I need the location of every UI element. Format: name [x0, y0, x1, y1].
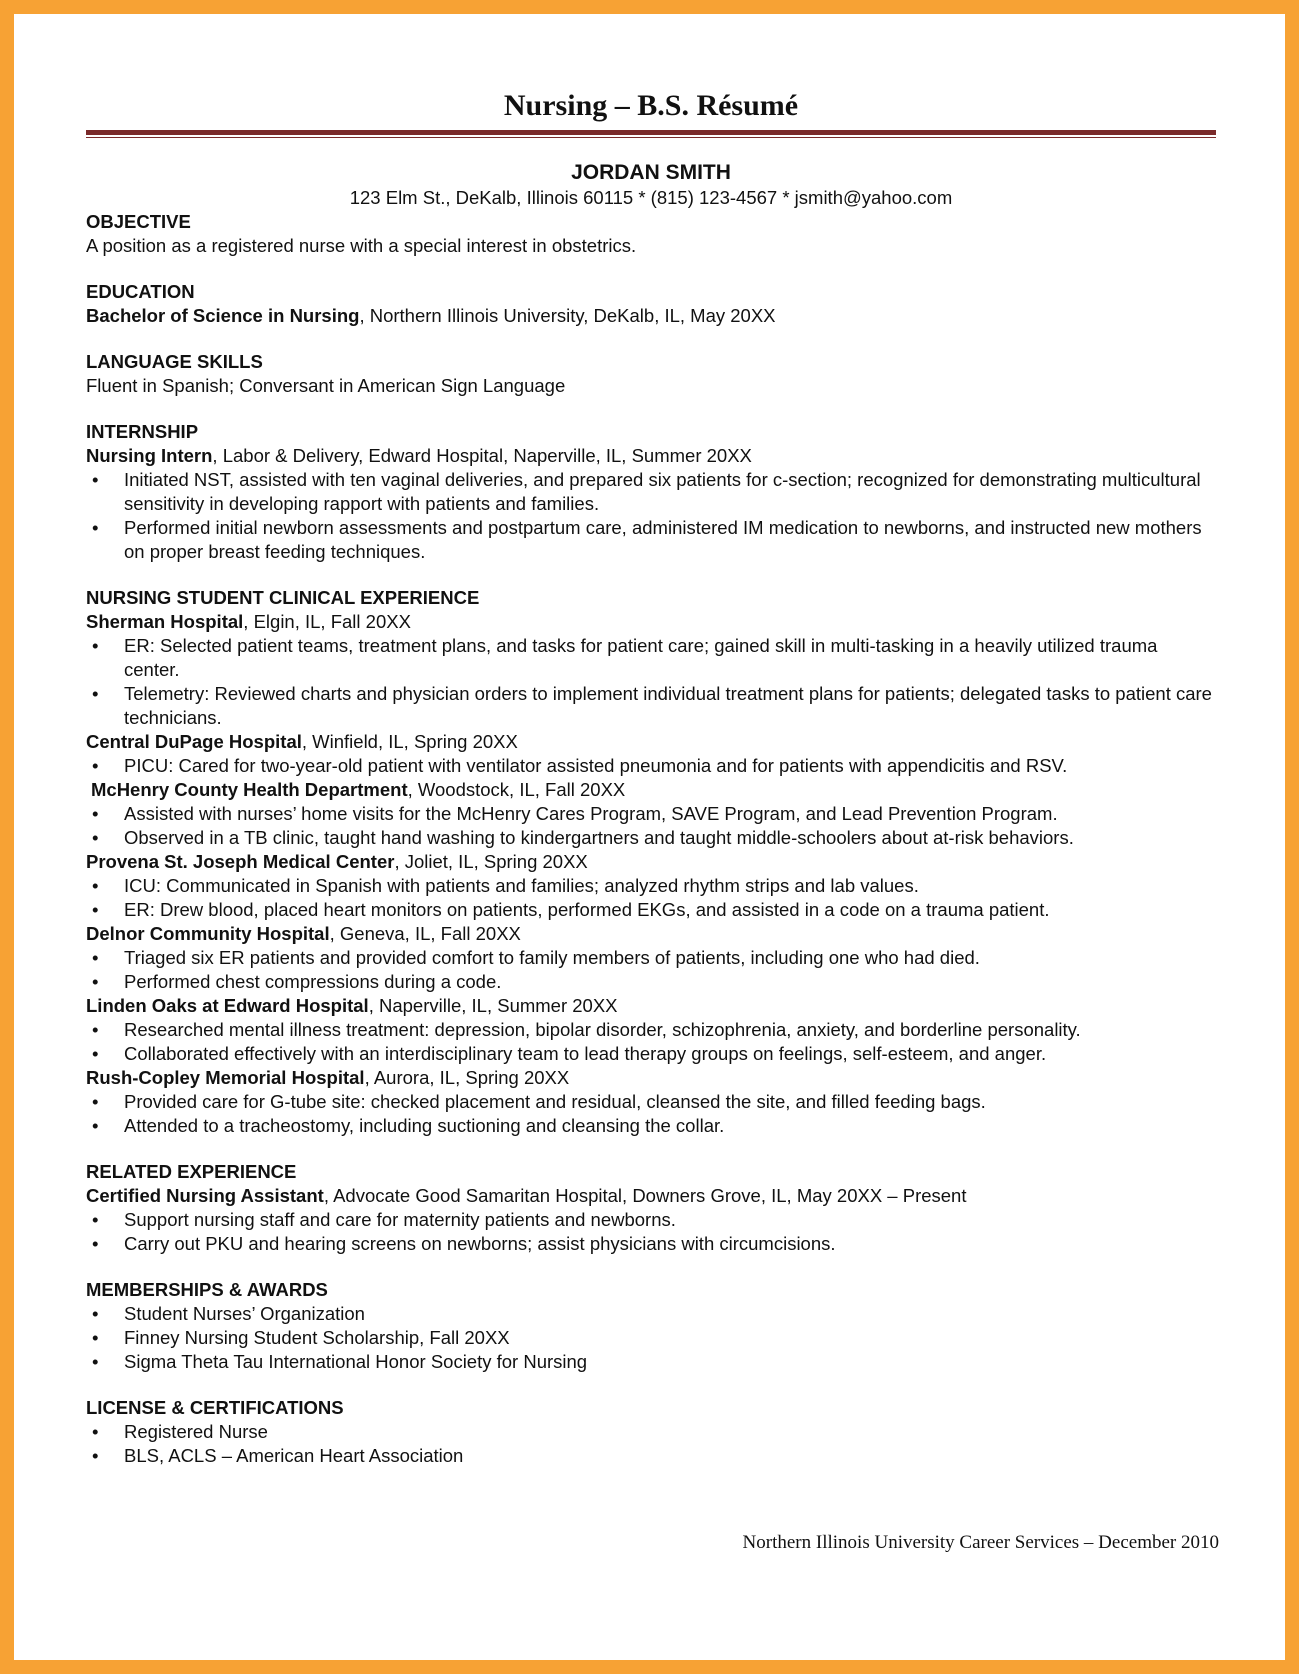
list-item: • Performed chest compressions during a code. [92, 971, 502, 992]
clinical-entry-header: Linden Oaks at Edward Hospital, Naperville, IL, Summer 20XX [86, 995, 618, 1016]
list-item: • Triaged six ER patients and provided comfort to family members of patients, including one who had died. [92, 947, 980, 968]
memberships-bullets [86, 1302, 1216, 1374]
list-item: • BLS, ACLS – American Heart Association [92, 1445, 464, 1466]
resume-page [86, 86, 1216, 1468]
education-entry [86, 304, 1216, 328]
internship-section [86, 420, 1216, 564]
related-heading: RELATED EXPERIENCE [86, 1161, 297, 1182]
degree-name: Bachelor of Science in Nursing [86, 305, 360, 326]
license-section [86, 1396, 1216, 1468]
list-item: • Provided care for G-tube site: checked placement and residual, cleansed the site, and filled feeding bags. [92, 1091, 986, 1112]
license-heading: LICENSE & CERTIFICATIONS [86, 1397, 344, 1418]
clinical-bullets [86, 874, 1216, 922]
education-details: , Northern Illinois University, DeKalb, IL, May 20XX [359, 305, 776, 326]
list-item: • ER: Drew blood, placed heart monitors on patients, performed EKGs, and assisted in a code on a trauma patient. [92, 899, 1050, 920]
education-heading: EDUCATION [86, 281, 195, 302]
title-rule-thin [86, 137, 1216, 138]
memberships-heading: MEMBERSHIPS & AWARDS [86, 1279, 328, 1300]
list-item: • Initiated NST, assisted with ten vaginal deliveries, and prepared six patients for c-section; recognized for demonstrating multicultural sensitivity in developing rapport with patients and families. [92, 469, 1201, 514]
contact-line: 123 Elm St., DeKalb, Illinois 60115 * (815) 123-4567 * jsmith@yahoo.com [349, 187, 953, 208]
clinical-bullets [86, 1090, 1216, 1138]
list-item: • Telemetry: Reviewed charts and physician orders to implement individual treatment plans for patients; delegated tasks to patient care technicians. [92, 683, 1212, 728]
language-section [86, 350, 1216, 398]
clinical-entry-header: McHenry County Health Department, Woodstock, IL, Fall 20XX [91, 779, 626, 800]
list-item: • Performed initial newborn assessments and postpartum care, administered IM medication to newborns, and instructed new mothers on proper breast feeding techniques. [92, 517, 1202, 562]
title-rule-thick [86, 130, 1216, 135]
education-section [86, 280, 1216, 328]
list-item: • Registered Nurse [92, 1421, 268, 1442]
list-item: • Observed in a TB clinic, taught hand washing to kindergartners and taught middle-schoolers about at-risk behaviors. [92, 827, 1074, 848]
list-item: • ICU: Communicated in Spanish with patients and families; analyzed rhythm strips and lab values. [92, 875, 919, 896]
related-details: , Advocate Good Samaritan Hospital, Downers Grove, IL, May 20XX – Present [323, 1185, 967, 1206]
list-item: • Carry out PKU and hearing screens on newborns; assist physicians with circumcisions. [92, 1233, 836, 1254]
internship-bullets [86, 468, 1216, 564]
list-item: • Student Nurses’ Organization [92, 1303, 365, 1324]
objective-text: A position as a registered nurse with a special interest in obstetrics. [86, 235, 637, 256]
memberships-section [86, 1278, 1216, 1374]
internship-role: Nursing Intern [86, 445, 213, 466]
list-item: • PICU: Cared for two-year-old patient with ventilator assisted pneumonia and for patients with appendicitis and RSV. [92, 755, 1068, 776]
clinical-bullets [86, 802, 1216, 850]
clinical-entry-header: Sherman Hospital, Elgin, IL, Fall 20XX [86, 611, 411, 632]
list-item: • Assisted with nurses’ home visits for the McHenry Cares Program, SAVE Program, and Lead Prevention Program. [92, 803, 1058, 824]
license-bullets [86, 1420, 1216, 1468]
clinical-bullets [86, 1018, 1216, 1066]
clinical-bullets [86, 634, 1216, 730]
list-item: • Support nursing staff and care for maternity patients and newborns. [92, 1209, 676, 1230]
page-footer: Northern Illinois University Career Services – December 2010 [742, 1532, 1219, 1553]
internship-heading: INTERNSHIP [86, 421, 199, 442]
clinical-entry-header: Rush-Copley Memorial Hospital, Aurora, IL, Spring 20XX [86, 1067, 570, 1088]
clinical-entry-header: Provena St. Joseph Medical Center, Joliet, IL, Spring 20XX [86, 851, 588, 872]
clinical-entry-header: Delnor Community Hospital, Geneva, IL, Fall 20XX [86, 923, 521, 944]
clinical-bullets [86, 754, 1216, 778]
list-item: • Finney Nursing Student Scholarship, Fall 20XX [92, 1327, 510, 1348]
clinical-entry-header: Central DuPage Hospital, Winfield, IL, Spring 20XX [86, 731, 518, 752]
list-item: • Researched mental illness treatment: depression, bipolar disorder, schizophrenia, anxiety, and borderline personality. [92, 1019, 1081, 1040]
related-role: Certified Nursing Assistant [86, 1185, 324, 1206]
clinical-section [86, 586, 1216, 1138]
related-bullets [86, 1208, 1216, 1256]
list-item: • Attended to a tracheostomy, including suctioning and cleansing the collar. [92, 1115, 725, 1136]
language-heading: LANGUAGE SKILLS [86, 351, 263, 372]
internship-details: , Labor & Delivery, Edward Hospital, Naperville, IL, Summer 20XX [212, 445, 752, 466]
list-item: • ER: Selected patient teams, treatment plans, and tasks for patient care; gained skill in multi-tasking in a heavily utilized trauma center. [92, 635, 1158, 680]
document-title: Nursing – B.S. Résumé [503, 89, 799, 122]
candidate-name: JORDAN SMITH [571, 161, 731, 184]
objective-heading: OBJECTIVE [86, 211, 191, 232]
list-item: • Sigma Theta Tau International Honor Society for Nursing [92, 1351, 588, 1372]
clinical-bullets [86, 946, 1216, 994]
related-entry [86, 1184, 1216, 1208]
language-text: Fluent in Spanish; Conversant in American Sign Language [86, 375, 566, 396]
internship-entry [86, 444, 1216, 468]
clinical-heading: NURSING STUDENT CLINICAL EXPERIENCE [86, 587, 480, 608]
related-section [86, 1160, 1216, 1256]
list-item: • Collaborated effectively with an interdisciplinary team to lead therapy groups on feelings, self-esteem, and anger. [92, 1043, 1047, 1064]
objective-section [86, 210, 1216, 258]
